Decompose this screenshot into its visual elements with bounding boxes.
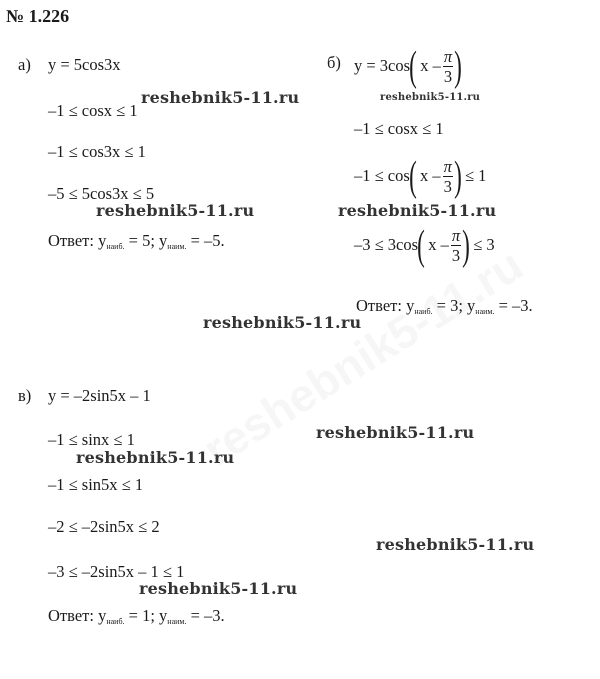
watermark-text: reshebnik5-11.ru: [96, 201, 255, 220]
watermark-text: reshebnik5-11.ru: [376, 535, 535, 554]
part-a-label: а): [18, 55, 31, 74]
part-b-step-1: –1 ≤ cosx ≤ 1: [354, 119, 444, 138]
part-c-step-2: –1 ≤ sin5x ≤ 1: [48, 475, 144, 494]
watermark-text: reshebnik5-11.ru: [338, 201, 497, 220]
part-a-function: y = 5cos3x: [48, 55, 121, 74]
part-a-step-3: –5 ≤ 5cos3x ≤ 5: [48, 184, 155, 203]
watermark-text: reshebnik5-11.ru: [316, 423, 475, 442]
watermark-text: reshebnik5-11.ru: [203, 313, 362, 332]
part-b-label: б): [327, 53, 341, 72]
watermark-text: reshebnik5-11.ru: [76, 448, 235, 467]
watermark-text: reshebnik5-11.ru: [141, 88, 300, 107]
part-c-step-3: –2 ≤ –2sin5x ≤ 2: [48, 517, 160, 536]
part-c-label: в): [18, 386, 32, 405]
pi-over-three-fraction: $\frac{\pi}{3}$: [443, 156, 452, 196]
part-c-step-1: –1 ≤ sinx ≤ 1: [48, 430, 135, 449]
part-b-step-2: –1 ≤ cos( x – $\frac{\pi}{3}$ ) ≤ 1: [354, 154, 487, 200]
watermark-text: reshebnik5-11.ru: [380, 92, 481, 103]
part-a-answer: Ответ: yнаиб. = 5; yнаим. = –5.: [48, 231, 225, 251]
part-c-step-4: –3 ≤ –2sin5x – 1 ≤ 1: [48, 562, 185, 581]
part-c-answer: Ответ: yнаиб. = 1; yнаим. = –3.: [48, 606, 225, 626]
part-c-function: y = –2sin5x – 1: [48, 386, 151, 405]
watermark-text: reshebnik5-11.ru: [139, 579, 298, 598]
part-b-step-3: –3 ≤ 3cos( x – $\frac{\pi}{3}$ ) ≤ 3: [354, 223, 495, 269]
pi-over-three-fraction: $\frac{\pi}{3}$: [451, 225, 461, 265]
part-a-step-1: –1 ≤ cosx ≤ 1: [48, 101, 138, 120]
pi-over-three-fraction: $\frac{\pi}{3}$: [443, 46, 453, 86]
part-a-step-2: –1 ≤ cos3x ≤ 1: [48, 142, 146, 161]
problem-number: № 1.226: [6, 6, 70, 26]
part-b-answer: Ответ: yнаиб. = 3; yнаим. = –3.: [356, 296, 533, 316]
part-b-function: y = 3cos( x – $\frac{\pi}{3}$ ): [354, 44, 462, 90]
